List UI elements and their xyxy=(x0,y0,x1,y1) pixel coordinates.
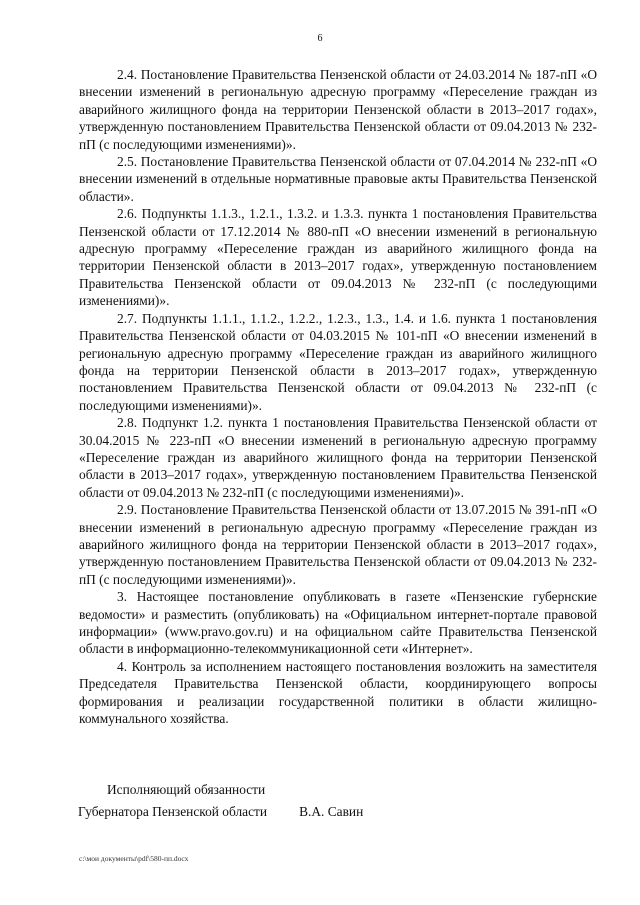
signatory-name: В.А. Савин xyxy=(299,804,364,819)
signatory-position: Губернатора Пензенской области xyxy=(78,804,268,819)
signatory-title-line1: Исполняющий обязанности xyxy=(107,782,266,797)
paragraph-4: 4. Контроль за исполнением настоящего постановления возложить на заместителя Председателя Правительства Пензенской области, координирующего вопросы формирования и реализации государственной политики в области жилищно-коммунального хозяйства. xyxy=(79,658,597,727)
signatory-title-line2 xyxy=(78,801,363,823)
file-path-footer: c:\мои документы\pdf\580-пп.docx xyxy=(79,854,189,863)
document-body xyxy=(79,66,597,727)
signature-block xyxy=(78,779,363,823)
paragraph-2-7: 2.7. Подпункты 1.1.1., 1.1.2., 1.2.2., 1.2.3., 1.3., 1.4. и 1.6. пункта 1 постановления Правительства Пензенской области от 04.03.2015 № 101-пП «О внесении изменений в региональную адресную программу «Переселение граждан из аварийного жилищного фонда на территории Пензенской области в 2013–2017 годах», утвержденную постановлением Правительства Пензенской области от 09.04.2013 № 232-пП (с последующими изменениями)». xyxy=(79,310,597,413)
paragraph-2-5: 2.5. Постановление Правительства Пензенской области от 07.04.2014 № 232-пП «О внесении изменений в отдельные нормативные правовые акты Правительства Пензенской области». xyxy=(79,154,597,204)
paragraph-2-6: 2.6. Подпункты 1.1.3., 1.2.1., 1.3.2. и 1.3.3. пункта 1 постановления Правительства Пензенской области от 17.12.2014 № 880-пП «О внесении изменений в региональную адресную программу «Переселение граждан из аварийного жилищного фонда на территории Пензенской области в 2013–2017 годах», утвержденную постановлением Правительства Пензенской области от 09.04.2013 № 232-пП (с последующими изменениями)». xyxy=(79,206,597,309)
page-number: 6 xyxy=(317,33,323,44)
paragraph-2-8: 2.8. Подпункт 1.2. пункта 1 постановления Правительства Пензенской области от 30.04.2015 № 223-пП «О внесении изменений в региональную адресную программу «Переселение граждан из аварийного жилищного фонда на территории Пензенской области в 2013–2017 годах», утвержденную постановлением Правительства Пензенской области от 09.04.2013 № 232-пП (с последующими изменениями)». xyxy=(79,415,597,500)
paragraph-3: 3. Настоящее постановление опубликовать в газете «Пензенские губернские ведомости» и разместить (опубликовать) на «Официальном интернет-портале правовой информации» (www.pravo.gov.ru) и на официальном сайте Правительства Пензенской области в информационно-телекоммуникационной сети «Интернет». xyxy=(79,589,597,657)
paragraph-2-4: 2.4. Постановление Правительства Пензенской области от 24.03.2014 № 187-пП «О внесении изменений в региональную адресную программу «Переселение граждан из аварийного жилищного фонда на территории Пензенской области в 2013–2017 годах», утвержденную постановлением Правительства Пензенской области от 09.04.2013 № 232-пП (с последующими изменениями)». xyxy=(79,67,597,152)
paragraph-2-9: 2.9. Постановление Правительства Пензенской области от 13.07.2015 № 391-пП «О внесении изменений в региональную адресную программу «Переселение граждан из аварийного жилищного фонда на территории Пензенской области в 2013–2017 годах», утвержденную постановлением Правительства Пензенской области от 09.04.2013 № 232-пП (с последующими изменениями)». xyxy=(79,502,597,587)
